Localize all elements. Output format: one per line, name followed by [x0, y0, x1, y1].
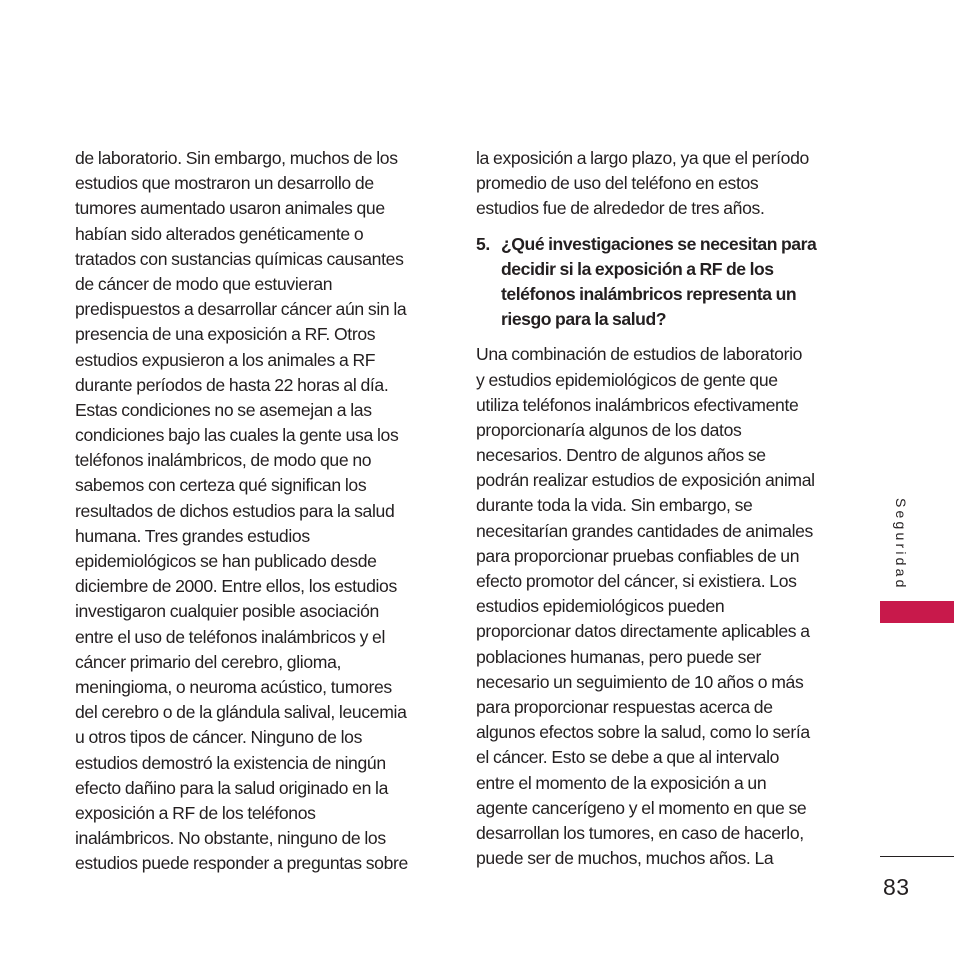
intro-paragraph: [476, 146, 836, 222]
text-line: poblaciones humanas, pero puede ser: [476, 646, 762, 667]
text-line: de laboratorio. Sin embargo, muchos de los: [75, 148, 398, 168]
text-line: para proporcionar pruebas confiables de un: [476, 545, 800, 566]
text-line: investigaron cualquier posible asociación: [75, 601, 379, 622]
text-line: necesitarían grandes cantidades de animales: [476, 520, 814, 541]
text-line: predispuestos a desarrollar cáncer aún sin la: [75, 299, 407, 320]
text-line: necesarios. Dentro de algunos años se: [476, 445, 766, 466]
question-first-line: [476, 232, 836, 257]
text-line: durante períodos de hasta 22 horas al día.: [75, 374, 389, 395]
text-line: habían sido alterados genéticamente o: [75, 223, 364, 244]
text-line: proporcionar datos directamente aplicables a: [476, 621, 810, 642]
section-label: Seguridad: [893, 498, 909, 591]
text-line: utiliza teléfonos inalámbricos efectivamente: [476, 394, 799, 415]
text-line: humana. Tres grandes estudios: [75, 525, 310, 546]
text-line: para proporcionar respuestas acerca de: [476, 696, 773, 717]
text-line: podrán realizar estudios de exposición animal: [476, 470, 815, 491]
text-line: agente cancerígeno y el momento en que se: [476, 797, 807, 818]
text-line: Estas condiciones no se asemejan a las: [75, 399, 372, 420]
text-line: estudios expusieron a los animales a RF: [75, 349, 376, 370]
text-line: promedio de uso del teléfono en estos: [476, 173, 759, 194]
text-line: estudios demostró la existencia de ningún: [75, 752, 386, 773]
text-line: de cáncer de modo que estuvieran: [75, 273, 333, 294]
text-line: meningioma, o neuroma acústico, tumores: [75, 676, 392, 697]
text-line: estudios puede responder a preguntas sobre: [75, 853, 408, 874]
page-number: 83: [883, 874, 910, 900]
text-line: proporcionaría algunos de los datos: [476, 419, 742, 440]
text-line: la exposición a largo plazo, ya que el período: [476, 148, 809, 168]
question-heading: [476, 232, 836, 333]
text-line: teléfonos inalámbricos, de modo que no: [75, 450, 372, 471]
answer-paragraph: [476, 342, 836, 871]
text-line: sabemos con certeza qué significan los: [75, 475, 367, 496]
text-line: u otros tipos de cáncer. Ninguno de los: [75, 727, 363, 748]
text-line: efecto promotor del cáncer, si existiera. Los: [476, 571, 797, 591]
page-number-rule: [880, 856, 954, 857]
text-line: puede ser de muchos, muchos años. La: [476, 848, 774, 869]
text-line: y estudios epidemiológicos de gente que: [476, 369, 778, 390]
text-line: presencia de una exposición a RF. Otros: [75, 324, 376, 345]
question-line: teléfonos inalámbricos representa un: [501, 283, 797, 304]
text-line: algunos efectos sobre la salud, como lo sería: [476, 722, 810, 743]
text-line: estudios que mostraron un desarrollo de: [75, 173, 374, 194]
text-line: durante toda la vida. Sin embargo, se: [476, 495, 753, 516]
text-line: desarrollan los tumores, en caso de hacerlo,: [476, 822, 804, 843]
text-line: cáncer primario del cerebro, glioma,: [75, 651, 342, 672]
text-line: diciembre de 2000. Entre ellos, los estudios: [75, 576, 397, 597]
section-tab-marker: [880, 601, 954, 623]
text-line: tumores aumentado usaron animales que: [75, 198, 385, 219]
text-line: del cerebro o de la glándula salival, leucemia: [75, 702, 407, 723]
text-line: entre el momento de la exposición a un: [476, 772, 767, 793]
question-line: decidir si la exposición a RF de los: [501, 258, 774, 279]
text-line: exposición a RF de los teléfonos: [75, 802, 316, 823]
question-line: ¿Qué investigaciones se necesitan para: [501, 233, 817, 254]
text-line: tratados con sustancias químicas causantes: [75, 248, 404, 269]
text-line: inalámbricos. No obstante, ninguno de los: [75, 828, 386, 849]
text-line: el cáncer. Esto se debe a que al intervalo: [476, 747, 780, 768]
left-text-column: [75, 146, 433, 876]
text-line: resultados de dichos estudios para la salud: [75, 500, 395, 521]
text-line: efecto dañino para la salud originado en la: [75, 777, 389, 798]
text-line: condiciones bajo las cuales la gente usa los: [75, 425, 399, 446]
text-line: necesario un seguimiento de 10 años o más: [476, 671, 804, 692]
text-line: estudios epidemiológicos pueden: [476, 596, 725, 617]
text-line: Una combinación de estudios de laboratorio: [476, 344, 803, 365]
question-number: 5.: [476, 233, 490, 254]
right-text-column: [476, 146, 836, 871]
text-line: entre el uso de teléfonos inalámbricos y el: [75, 626, 386, 647]
text-line: epidemiológicos se han publicado desde: [75, 551, 377, 571]
question-line: riesgo para la salud?: [501, 309, 667, 330]
text-line: estudios fue de alrededor de tres años.: [476, 198, 765, 219]
